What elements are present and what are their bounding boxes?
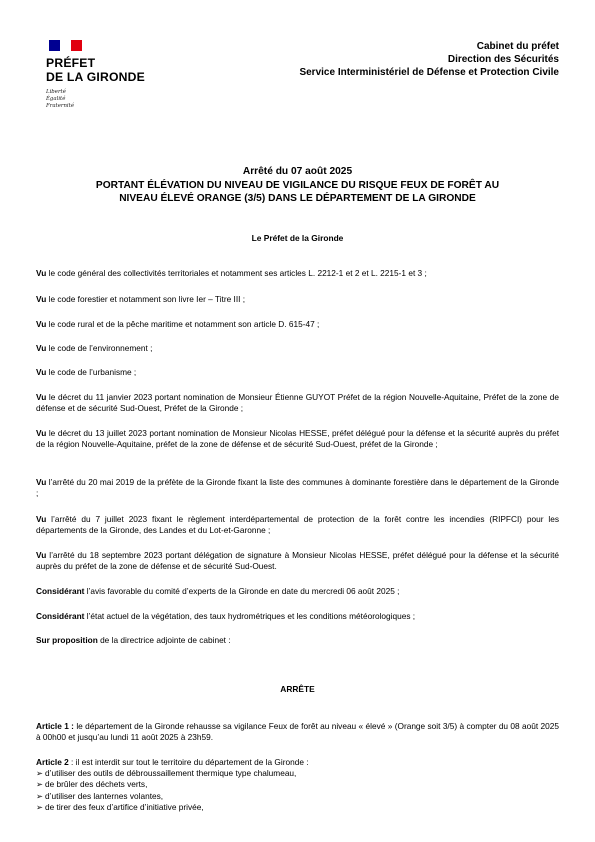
- visa-paragraph: [36, 367, 559, 378]
- visa-paragraph: [36, 392, 559, 414]
- article-1-text: le département de la Gironde rehausse sa vigilance Feux de forêt au niveau « élevé » (Orange soit 3/5) à compter du 08 août 2025 à 00h00 et jusqu’au lundi 11 août 2025 à 23h59.: [36, 721, 559, 743]
- service-sidpc: Service Interministériel de Défense et Protection Civile: [299, 67, 559, 78]
- visa-text: le code de l’environnement ;: [46, 343, 153, 353]
- article-1: [36, 721, 559, 743]
- visa-text: le décret du 11 janvier 2023 portant nomination de Monsieur Étienne GUYOT Préfet de la région Nouvelle-Aquitaine, Préfet de la zone de défense et de sécurité Sud-Ouest, Préfet de la Gironde ;: [36, 392, 559, 414]
- visa-text: le décret du 13 juillet 2023 portant nomination de Monsieur Nicolas HESSE, préfet délégué pour la défense et la sécurité auprès du préfet de la région Nouvelle-Aquitaine, préfet de la zone de défense et de sécurité Sud-Ouest, préfet de la Gironde ;: [36, 428, 559, 450]
- list-item-text: d’utiliser des outils de débroussaillement thermique type chalumeau,: [45, 768, 297, 779]
- decree-date: Arrêté du 07 août 2025: [242, 166, 353, 177]
- considerant-paragraph: [36, 611, 559, 622]
- list-item: [36, 802, 559, 813]
- motto-fraternite: Fraternité: [46, 103, 75, 109]
- list-item-text: d’utiliser des lanternes volantes,: [45, 790, 164, 801]
- list-item: [36, 768, 559, 779]
- visa-text: le code forestier et notamment son livre Ier – Titre III ;: [46, 294, 246, 304]
- visa-paragraph: [36, 514, 559, 536]
- visa-lead: Vu: [36, 428, 47, 438]
- logo-line1: PRÉFET: [46, 56, 96, 70]
- visa-text: de la directrice adjointe de cabinet :: [97, 635, 231, 645]
- article-1-lead: Article 1 :: [36, 721, 74, 731]
- decree-title: [40, 165, 555, 206]
- republic-motto: [46, 89, 156, 110]
- visa-paragraph: [36, 268, 559, 279]
- logo-line2: DE LA GIRONDE: [46, 69, 145, 84]
- prefet-heading: Le Préfet de la Gironde: [251, 233, 344, 243]
- list-item: [36, 779, 559, 790]
- visa-lead: Vu: [36, 367, 47, 377]
- visa-lead: Vu: [36, 477, 47, 487]
- proposition-paragraph: [36, 635, 559, 646]
- visa-text: l’arrêté du 7 juillet 2023 fixant le règlement interdépartemental de protection de la forêt contre les incendies (RIPFCI) pour les départements de la Gironde, des Landes et du Lot-et-Garonne ;: [36, 514, 559, 536]
- arrow-bullet-icon: ➢: [36, 790, 43, 801]
- list-item-text: de brûler des déchets verts,: [45, 779, 148, 790]
- article-2: [36, 757, 559, 813]
- visa-text: l’avis favorable du comité d’experts de la Gironde en date du mercredi 06 août 2025 ;: [84, 586, 400, 596]
- prefecture-logo: [46, 40, 156, 110]
- visa-lead: Vu: [36, 294, 47, 304]
- issuing-services: [299, 40, 559, 79]
- visa-lead: Considérant: [36, 586, 85, 596]
- visa-lead: Vu: [36, 392, 47, 402]
- arrete-heading: ARRÊTE: [280, 684, 315, 694]
- visa-text: l’état actuel de la végétation, des taux hydrométriques et les conditions météorologiques ;: [84, 611, 416, 621]
- marianne-flag-icon: [49, 40, 82, 51]
- arrow-bullet-icon: ➢: [36, 779, 43, 790]
- list-item: [36, 791, 559, 802]
- considerant-paragraph: [36, 586, 559, 597]
- visa-lead: Sur proposition: [36, 635, 98, 645]
- visa-lead: Considérant: [36, 611, 85, 621]
- visa-paragraph: [36, 319, 559, 330]
- visa-paragraph: [36, 343, 559, 354]
- article-2-lead: Article 2: [36, 757, 69, 767]
- visa-paragraph: [36, 550, 559, 572]
- motto-egalite: Égalité: [46, 96, 66, 102]
- visa-paragraph: [36, 294, 559, 305]
- visa-paragraph: [36, 428, 559, 450]
- logo-title: [46, 57, 156, 84]
- motto-liberte: Liberté: [46, 89, 66, 95]
- visa-text: l’arrêté du 20 mai 2019 de la préfète de la Gironde fixant la liste des communes à dominante forestière dans le département de la Gironde ;: [36, 477, 559, 499]
- visa-text: le code rural et de la pêche maritime et notamment son article D. 615-47 ;: [46, 319, 320, 329]
- arrow-bullet-icon: ➢: [36, 801, 43, 812]
- article-2-intro: [36, 757, 559, 768]
- visa-lead: Vu: [36, 514, 47, 524]
- visa-text: le code de l’urbanisme ;: [46, 367, 137, 377]
- visa-lead: Vu: [36, 343, 47, 353]
- visa-paragraph: [36, 477, 559, 499]
- visa-text: l’arrêté du 18 septembre 2023 portant délégation de signature à Monsieur Nicolas HESSE, préfet délégué pour la défense et la sécurité auprès du préfet de la zone de défense et de sécurité Sud-Ouest.: [36, 550, 559, 572]
- decree-subject-line1: PORTANT ÉLÉVATION DU NIVEAU DE VIGILANCE DU RISQUE FEUX DE FORÊT AU: [95, 179, 500, 191]
- visa-lead: Vu: [36, 550, 47, 560]
- decree-subject-line2: NIVEAU ÉLEVÉ ORANGE (3/5) DANS LE DÉPARTEMENT DE LA GIRONDE: [119, 193, 476, 204]
- visa-lead: Vu: [36, 319, 47, 329]
- list-item-text: de tirer des feux d’artifice d’initiative privée,: [45, 801, 204, 812]
- service-direction: Direction des Sécurités: [447, 54, 559, 65]
- service-cabinet: Cabinet du préfet: [476, 41, 559, 52]
- article-2-text: : il est interdit sur tout le territoire du département de la Gironde :: [68, 757, 309, 767]
- arrow-bullet-icon: ➢: [36, 768, 43, 779]
- visa-text: le code général des collectivités territoriales et notamment ses articles L. 2212-1 et 2 et L. 2215-1 et 3 ;: [46, 268, 427, 278]
- visa-lead: Vu: [36, 268, 47, 278]
